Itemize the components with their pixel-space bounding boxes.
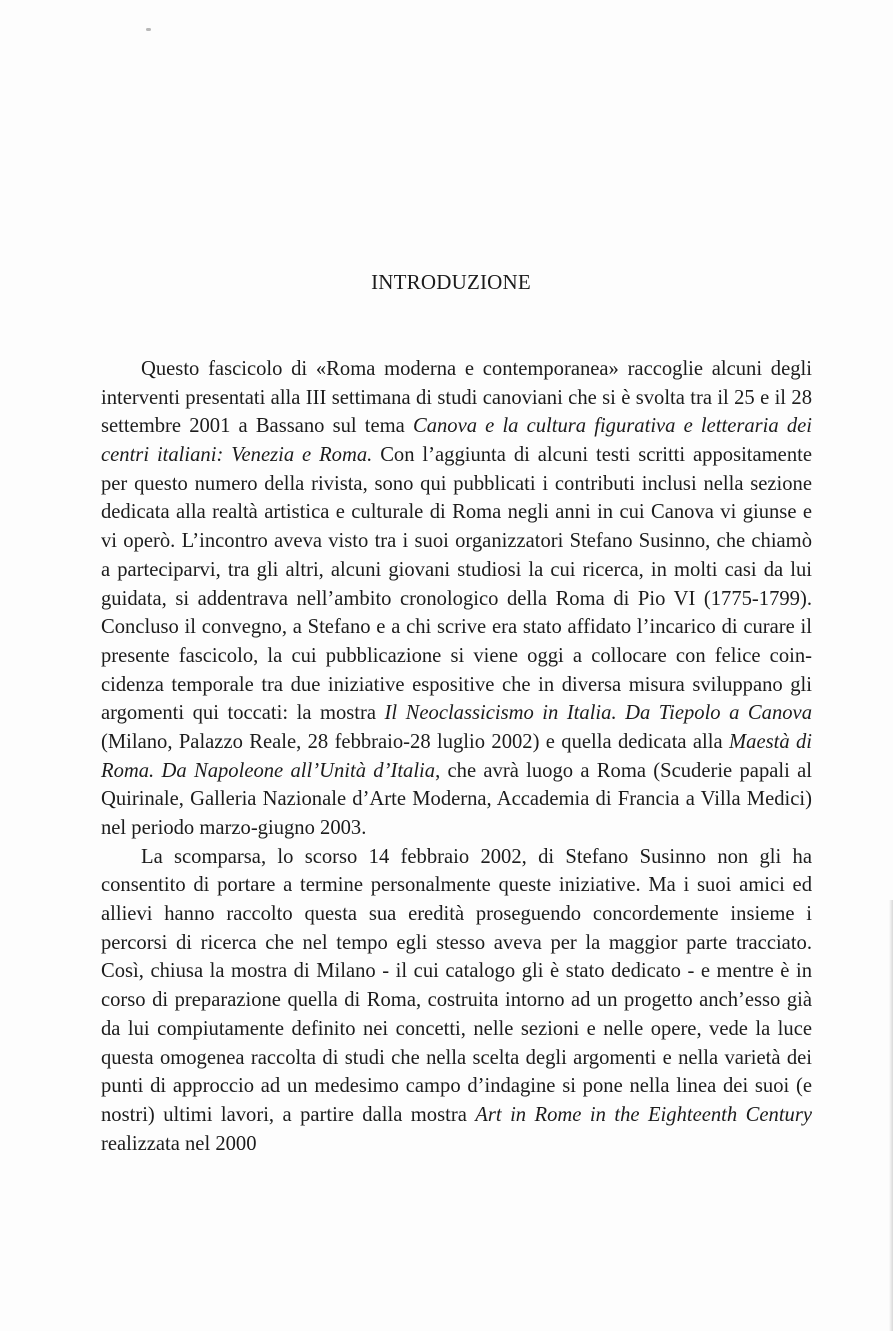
paragraph-1-text-1: Questo fascicolo di «Roma moderna e contemporanea» raccoglie alcuni degli interventi presentati alla III settimana di studi canoviani che si è svolta tra il 25 e il 28 settembre 2001 a Bassano sul tema [101, 358, 812, 438]
paragraph-1 [101, 355, 812, 843]
paragraph-1-text-2: Con l’aggiunta di alcuni testi scritti appositamente per questo numero della rivista, sono qui pubblicati i contributi inclusi nella sezione dedicata alla realtà artistica e culturale di Roma negli anni in cui Canova vi giunse e vi operò. L’incontro aveva visto tra i suoi organizzatori Stefano Susinno, che chiamò a parteciparvi, tra gli altri, alcuni giovani studiosi la cui ricerca, in molti casi da lui guidata, si addentrava nell’ambito cronologico della Roma di Pio VI (1775-1799). Concluso il convegno, a Stefano e a chi scrive era stato affidato l’incarico di curare il presente fascicolo, la cui pubblicazione si viene oggi a collocare con felice coincidenza temporale tra due iniziative espositive che in diversa misura sviluppano gli argomenti qui toccati: la mostra [101, 444, 812, 725]
paragraph-2-italic-title-1: Art in Rome in the Eighteenth Century [475, 1103, 812, 1126]
body-text [101, 355, 812, 1158]
scan-speck [146, 28, 151, 31]
page-title: INTRODUZIONE [371, 270, 531, 294]
paragraph-2-text-2: realizzata nel 2000 [101, 1132, 257, 1155]
paragraph-1-italic-title-1: Canova e la cultura figurativa e letteraria dei centri italiani: Venezia e Roma. [101, 415, 812, 467]
paragraph-1-italic-title-2: Il Neoclassicismo in Italia. Da Tiepolo a Canova [384, 702, 812, 725]
paragraph-1-text-4: , che avrà luogo a Roma (Scuderie papali al Quirinale, Galleria Nazionale d’Arte Moderna, Accademia di Francia a Villa Medici) nel periodo marzo-giugno 2003. [101, 759, 812, 839]
paragraph-2-text-1: La scomparsa, lo scorso 14 febbraio 2002, di Stefano Susinno non gli ha consentito di portare a termine personalmente queste iniziative. Ma i suoi amici ed allievi hanno raccolto questa sua eredità proseguendo concordemente insieme i percorsi di ricerca che nel tempo egli stesso aveva per la maggior parte tracciato. Così, chiusa la mostra di Milano - il cui catalogo gli è stato dedicato - e mentre è in corso di preparazione quella di Roma, costruita intorno ad un progetto anch’esso già da lui compiutamente definito nei concetti, nelle sezioni e nelle opere, vede la luce questa omogenea raccolta di studi che nella scelta degli argomenti e nella varietà dei punti di approccio ad un medesimo campo d’indagine si pone nella linea dei suoi (e nostri) ultimi lavori, a partire dalla mostra [101, 845, 812, 1126]
page-edge-shadow [889, 900, 893, 1331]
paragraph-1-italic-title-3: Maestà di Roma. Da Napoleone all’Unità d’Italia [101, 730, 812, 782]
paragraph-2 [101, 843, 812, 1159]
paragraph-1-text-3: (Milano, Palazzo Reale, 28 febbraio-28 luglio 2002) e quella dedicata alla [101, 730, 729, 753]
